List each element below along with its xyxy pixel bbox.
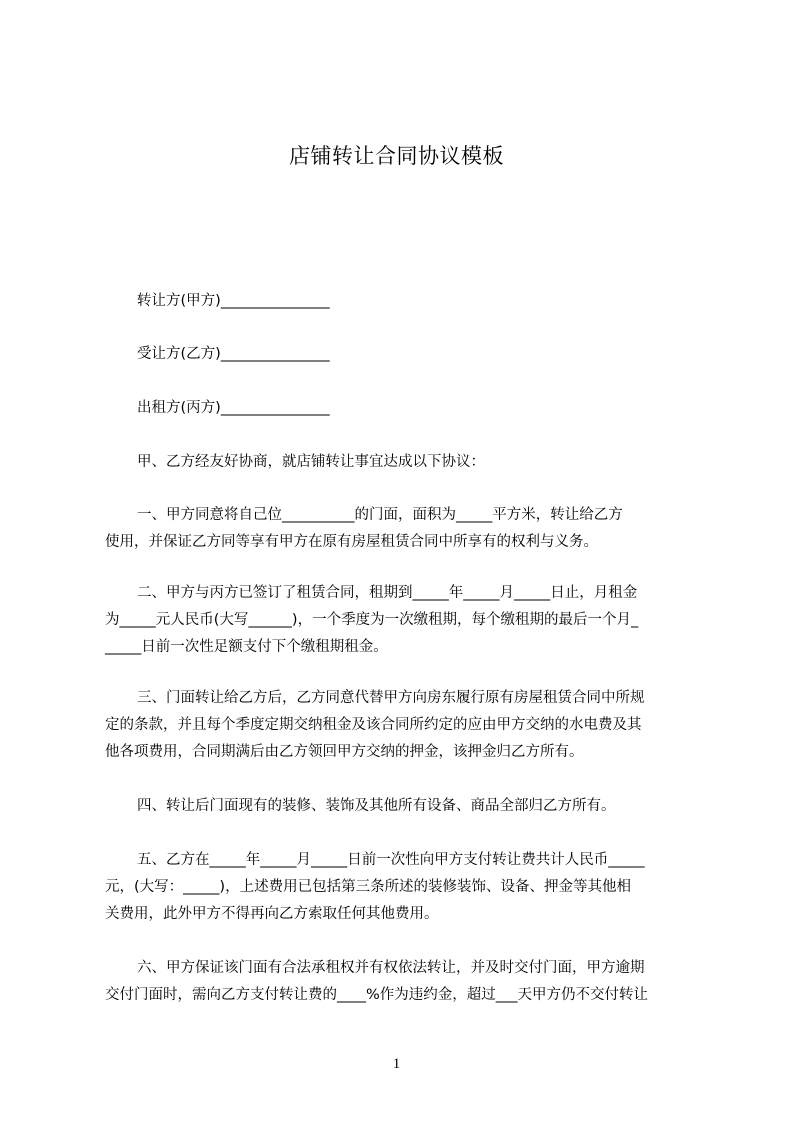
clause-3-line-1: 三、门面转让给乙方后，乙方同意代替甲方向房东履行原有房屋租赁合同中所规 (137, 690, 645, 706)
clause-4-line-1: 四、转让后门面现有的装修、装饰及其他所有设备、商品全部归乙方所有。 (137, 798, 616, 814)
clause-3-line-3: 他各项费用，合同期满后由乙方领回甲方交纳的押金，该押金归乙方所有。 (105, 744, 584, 760)
clause-2-line-3: _____日前一次性足额支付下个缴租期租金。 (105, 639, 388, 655)
clause-5-line-1: 五、乙方在_____年_____月_____日前一次性向甲方支付转让费共计人民币_____ (137, 852, 645, 868)
clause-2-line-1: 二、甲方与丙方已签订了租赁合同，租期到_____年_____月_____日止，月租金 (137, 585, 638, 601)
clause-6-line-1: 六、甲方保证该门面有合法承租权并有权依法转让，并及时交付门面，甲方逾期 (137, 960, 645, 976)
clause-5-line-3: 关费用，此外甲方不得再向乙方索取任何其他费用。 (105, 906, 439, 922)
clause-3-line-2: 定的条款，并且每个季度定期交纳租金及该合同所约定的应由甲方交纳的水电费及其 (105, 717, 642, 733)
clause-5-line-2: 元，(大写：_____)，上述费用已包括第三条所述的装修装饰、设备、押金等其他相 (105, 879, 632, 895)
clause-1-line-1: 一、甲方同意将自己位__________的门面，面积为_____平方米，转让给乙方 (137, 507, 623, 523)
clause-6-line-2: 交付门面时，需向乙方支付转让费的____%作为违约金，超过___天甲方仍不交付转让 (105, 987, 649, 1003)
party-lessor: 出租方(丙方)_______________ (137, 400, 330, 416)
page-number: 1 (392, 1056, 401, 1072)
party-transferee: 受让方(乙方)_______________ (137, 346, 330, 362)
party-transferor: 转让方(甲方)_______________ (137, 293, 330, 309)
document-title: 店铺转让合同协议模板 (289, 144, 504, 168)
clause-2-line-2: 为_____元人民币(大写______)，一个季度为一次缴租期，每个缴租期的最后一个月_ (105, 612, 639, 628)
clause-1-line-2: 使用，并保证乙方同等享有甲方在原有房屋租赁合同中所享有的权利与义务。 (105, 534, 598, 550)
intro-text: 甲、乙方经友好协商，就店铺转让事宜达成以下协议： (137, 454, 485, 470)
